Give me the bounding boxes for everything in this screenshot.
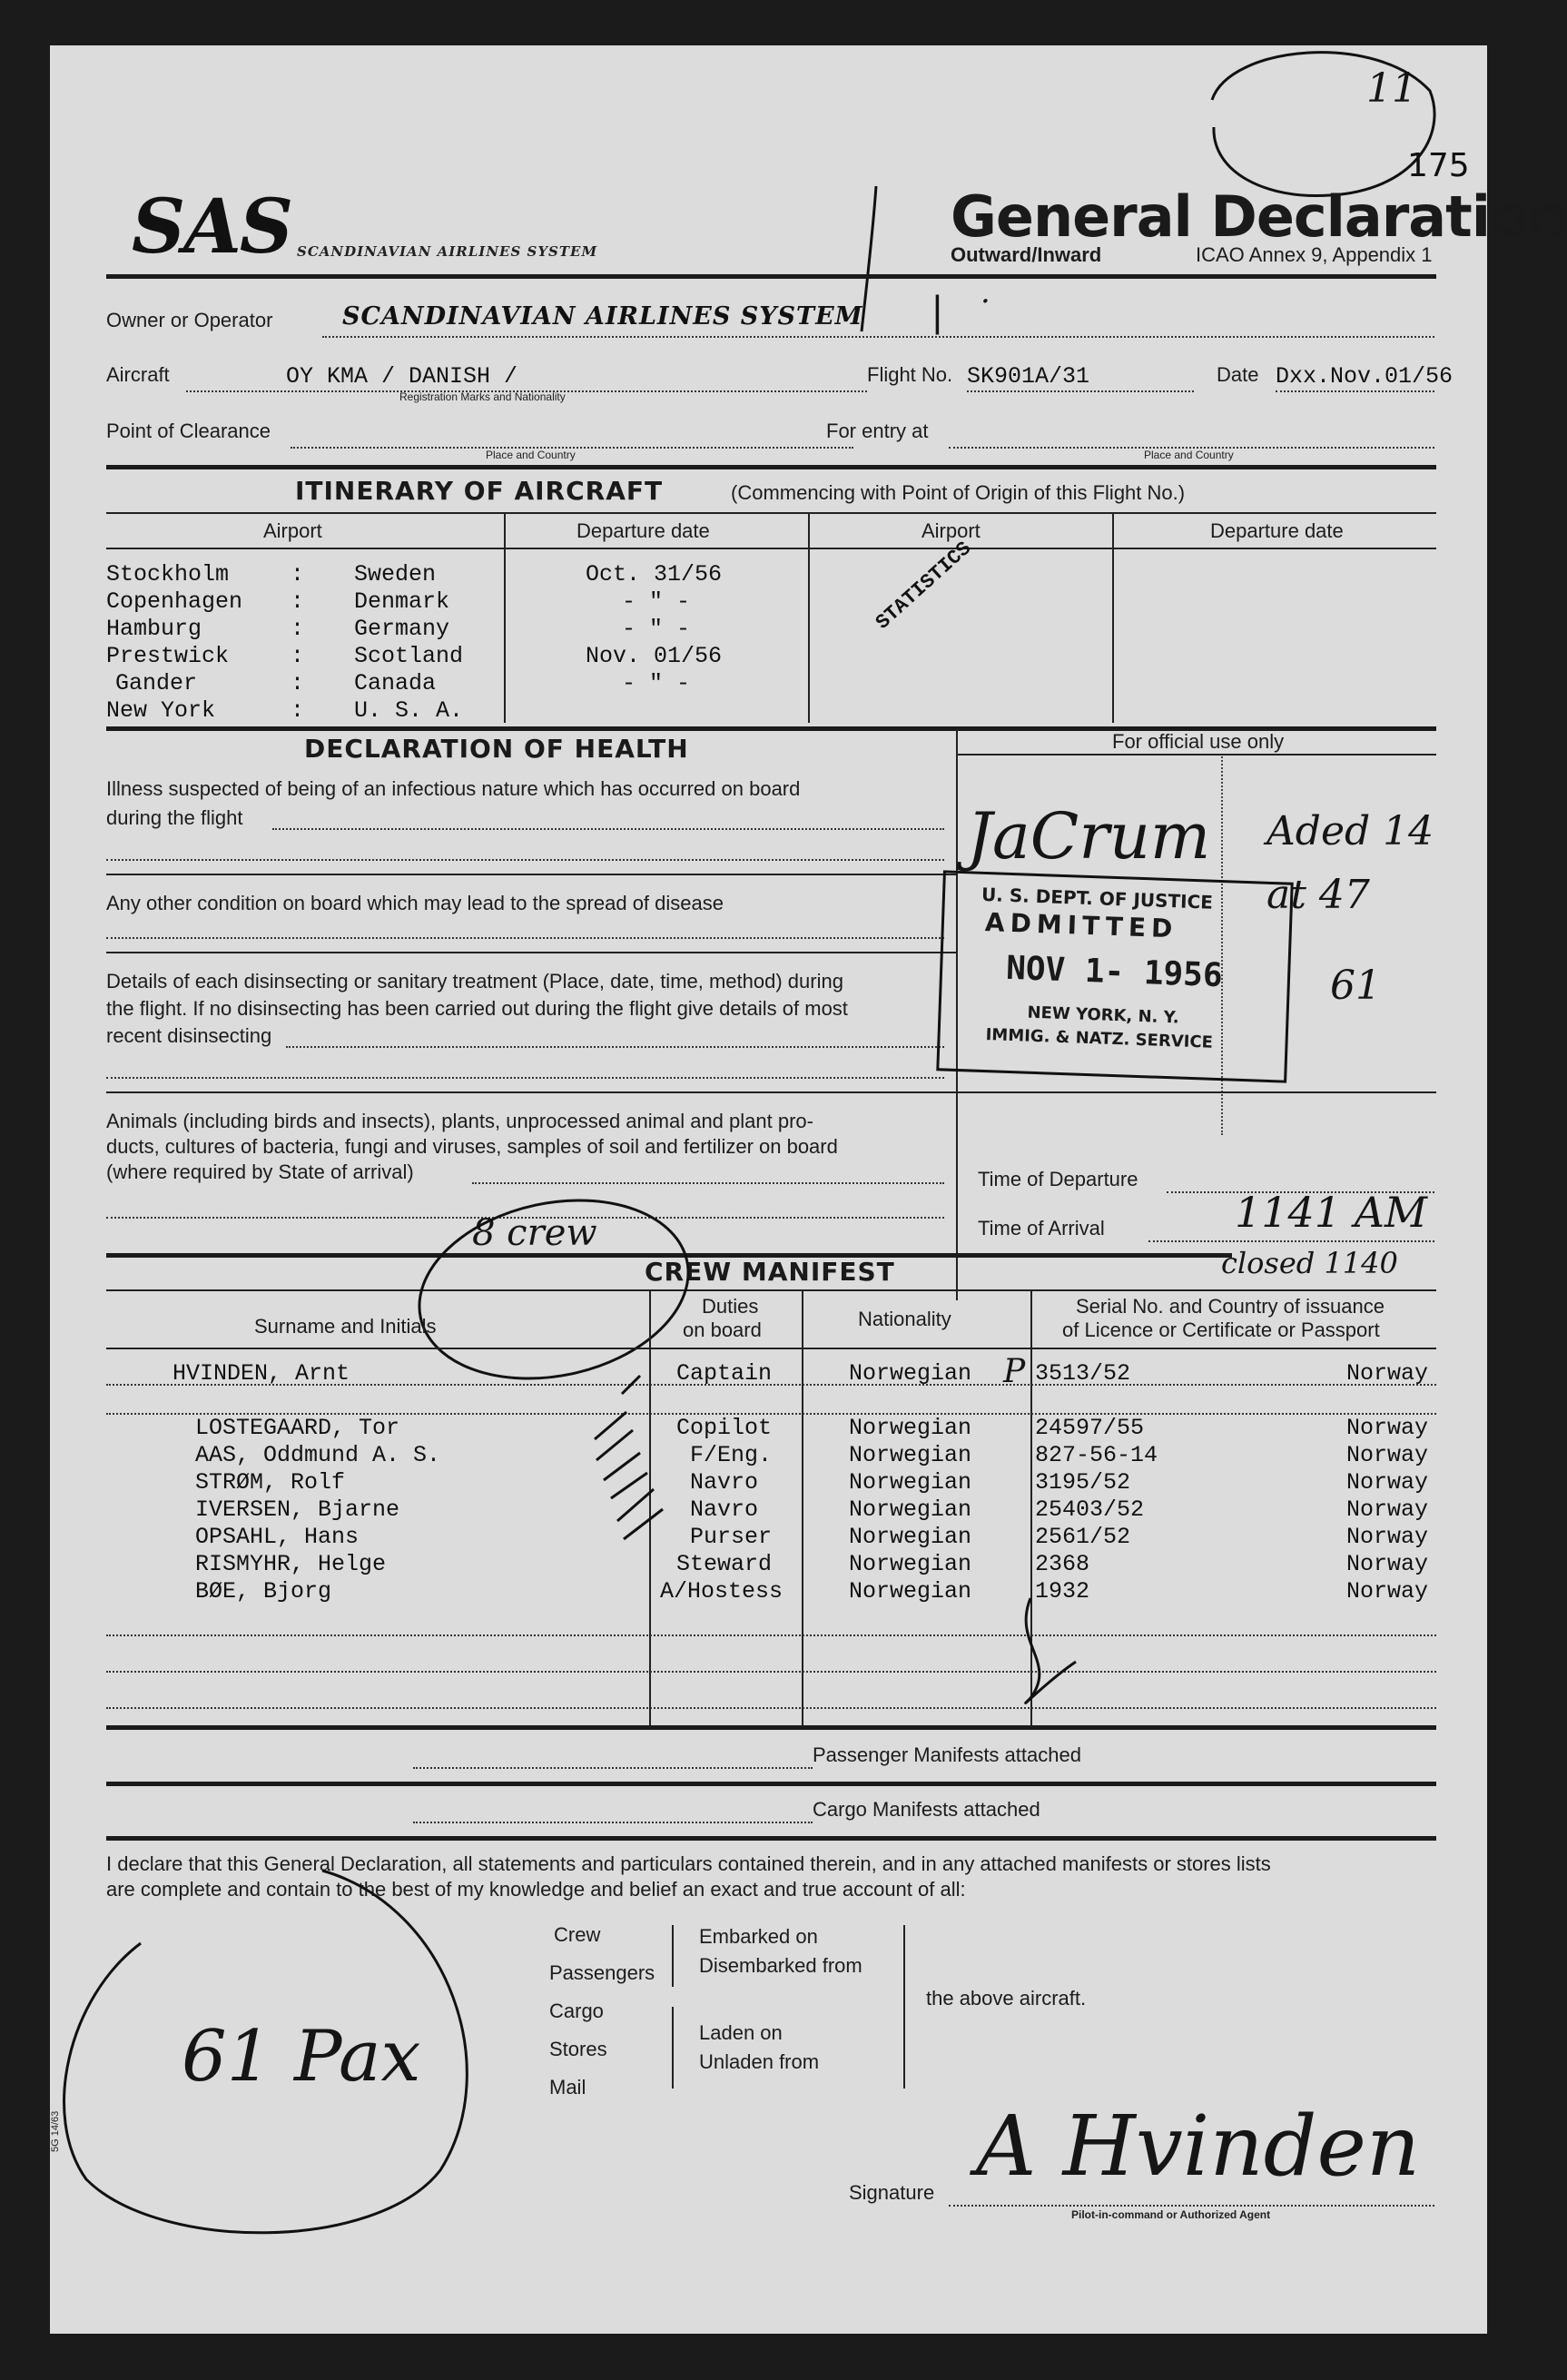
crew-col-divider-2	[802, 1291, 803, 1727]
crew-country: Norway	[1346, 1496, 1429, 1523]
health-q1-line2: during the flight	[106, 806, 243, 829]
stamp-date: NOV 1- 1956	[1005, 949, 1224, 995]
health-q4-line2: ducts, cultures of bacteria, fungi and viruses, samples of soil and fertilizer on board	[106, 1135, 838, 1158]
health-q4-line1: Animals (including birds and insects), plants, unprocessed animal and plant pro-	[106, 1110, 813, 1132]
itin-city: Prestwick	[106, 643, 230, 669]
crew-row-line	[106, 1634, 1436, 1636]
crew-col-nationality: Nationality	[858, 1308, 951, 1330]
itin-city: Stockholm	[106, 561, 230, 588]
brace-left-top	[672, 1925, 674, 1987]
annex-label: ICAO Annex 9, Appendix 1	[1196, 243, 1433, 266]
crew-nationality: Norwegian	[849, 1415, 972, 1441]
itin-sep: :	[291, 697, 305, 724]
crew-head-rule	[106, 1289, 1436, 1291]
crew-name: BØE, Bjorg	[195, 1578, 332, 1605]
crew-row-line	[106, 1707, 1436, 1709]
q2-rule	[106, 952, 956, 953]
crew-duty: F/Eng.	[690, 1442, 773, 1468]
circled-pax-note: 61 Pax	[182, 2016, 421, 2098]
direction-label: Outward/Inward	[951, 243, 1102, 266]
itinerary-heading-note: (Commencing with Point of Origin of this Flight No.)	[731, 481, 1186, 504]
itin-sep: :	[291, 561, 305, 588]
itin-country: Sweden	[354, 561, 437, 588]
itin-country: Canada	[354, 670, 437, 696]
crew-duty: A/Hostess	[660, 1578, 784, 1605]
owner-label: Owner or Operator	[106, 309, 273, 331]
stamp-line3: NEW YORK, N. Y.	[1027, 1002, 1179, 1028]
crew-country: Norway	[1346, 1524, 1429, 1550]
itinerary-top-rule	[106, 465, 1436, 469]
statistics-stamp: STATISTICS	[872, 537, 976, 635]
crew-nationality: Norwegian	[849, 1551, 972, 1577]
crew-serial: 827-56-14	[1035, 1442, 1158, 1468]
official-heading-rule	[958, 754, 1436, 755]
side-code: 5G 14/63	[50, 2110, 61, 2152]
crew-name: IVERSEN, Bjarne	[195, 1496, 400, 1523]
crew-col-serial-1: Serial No. and Country of issuance	[1076, 1295, 1385, 1318]
aircraft-value: OY KMA / DANISH /	[286, 363, 518, 390]
crew-heading: CREW MANIFEST	[645, 1257, 895, 1287]
hand-note-3: 61	[1330, 963, 1381, 1009]
hand-note-2: at 47	[1266, 872, 1370, 918]
decl-item-passengers: Passengers	[549, 1961, 655, 1984]
hand-dot: ·	[981, 283, 990, 320]
flight-no-value: SK901A/31	[967, 363, 1090, 390]
manifest-rule-3	[106, 1836, 1436, 1841]
itin-sep: :	[291, 643, 305, 669]
q4-line-a	[472, 1182, 944, 1184]
hand-mark-p: P	[1003, 1353, 1026, 1390]
decl-disembarked: Disembarked from	[699, 1954, 862, 1977]
crew-row-line	[106, 1671, 1436, 1673]
crew-serial: 1932	[1035, 1578, 1090, 1605]
itinerary-heading: ITINERARY OF AIRCRAFT	[295, 476, 664, 506]
itin-col-divider-1	[504, 514, 506, 723]
itin-col-divider-3	[1112, 514, 1114, 723]
q2-line	[106, 937, 944, 939]
itin-country: U. S. A.	[354, 697, 464, 724]
clearance-caption: Place and Country	[486, 449, 576, 461]
crew-nationality: Norwegian	[849, 1524, 972, 1550]
time-arrival-line	[1148, 1240, 1434, 1242]
crew-name: OPSAHL, Hans	[195, 1524, 360, 1550]
itin-date: - " -	[622, 588, 691, 615]
admitted-stamp	[936, 870, 1293, 1082]
signature-caption: Pilot-in-command or Authorized Agent	[1071, 2208, 1271, 2221]
check-marks	[577, 1353, 740, 1644]
crew-nationality: Norwegian	[849, 1469, 972, 1496]
health-q2: Any other condition on board which may lead to the spread of disease	[106, 892, 724, 914]
crew-nationality: Norwegian	[849, 1442, 972, 1468]
itin-col-airport-2: Airport	[921, 519, 981, 542]
crew-col-surname: Surname and Initials	[254, 1315, 437, 1338]
health-q1-line1: Illness suspected of being of an infectious nature which has occurred on board	[106, 777, 801, 800]
health-heading: DECLARATION OF HEALTH	[304, 734, 689, 764]
health-q3-line2: the flight. If no disinsecting has been carried out during the flight give details of most	[106, 997, 848, 1020]
itin-sep: :	[291, 588, 305, 615]
stamp-line1: U. S. DEPT. OF JUSTICE	[981, 883, 1214, 913]
time-arrival-label: Time of Arrival	[978, 1217, 1105, 1239]
itin-date: - " -	[622, 670, 691, 696]
manifest-rule-2	[106, 1782, 1436, 1786]
official-initials: JaCrum	[967, 799, 1211, 874]
crew-duty: Navro	[690, 1469, 759, 1496]
itin-country: Germany	[354, 616, 450, 642]
official-heading: For official use only	[1112, 730, 1285, 753]
circled-number: 11	[1366, 65, 1417, 112]
decl-item-cargo: Cargo	[549, 2000, 604, 2022]
itin-col-divider-2	[808, 514, 810, 723]
itin-date: - " -	[622, 616, 691, 642]
itin-city: Gander	[115, 670, 198, 696]
flight-no-label: Flight No.	[867, 363, 953, 386]
crew-serial: 25403/52	[1035, 1496, 1145, 1523]
entry-label: For entry at	[826, 420, 929, 442]
itin-city: Hamburg	[106, 616, 202, 642]
signature-line	[949, 2205, 1434, 2207]
decl-item-mail: Mail	[549, 2076, 586, 2099]
q1-rule	[106, 874, 956, 875]
owner-line	[322, 336, 1434, 338]
date-label: Date	[1217, 363, 1259, 386]
crew-name: RISMYHR, Helge	[195, 1551, 387, 1577]
crew-nationality: Norwegian	[849, 1578, 972, 1605]
itin-date: Nov. 01/56	[586, 643, 723, 669]
aircraft-label: Aircraft	[106, 363, 170, 386]
date-line	[1276, 390, 1434, 392]
crew-name: LOSTEGAARD, Tor	[195, 1415, 400, 1441]
itin-country: Scotland	[354, 643, 464, 669]
crew-col-serial-2: of Licence or Certificate or Passport	[1062, 1318, 1380, 1341]
signature: A Hvinden	[976, 2098, 1421, 2195]
decl-unladen: Unladen from	[699, 2050, 820, 2073]
hand-initial-squiggle	[994, 1589, 1094, 1725]
itinerary-rule	[106, 512, 1436, 514]
flight-no-line	[967, 390, 1194, 392]
declaration-form	[50, 45, 1567, 2334]
itin-col-departure: Departure date	[577, 519, 710, 542]
stamp-line2: ADMITTED	[984, 906, 1178, 944]
crew-duty: Purser	[690, 1524, 773, 1550]
itin-sep: :	[291, 670, 305, 696]
crew-name: STRØM, Rolf	[195, 1469, 346, 1496]
crew-serial: 24597/55	[1035, 1415, 1145, 1441]
crew-col-duties-2: on board	[683, 1318, 762, 1341]
q3-line-b	[106, 1077, 944, 1079]
crew-country: Norway	[1346, 1551, 1429, 1577]
crew-country: Norway	[1346, 1442, 1429, 1468]
crew-country: Norway	[1346, 1415, 1429, 1441]
crew-serial: 3195/52	[1035, 1469, 1131, 1496]
hand-mark: |	[931, 289, 944, 335]
form-title: General Declaration	[951, 183, 1567, 250]
crew-duty: Copilot	[676, 1415, 773, 1441]
itin-col-departure-2: Departure date	[1210, 519, 1344, 542]
crew-duty: Steward	[676, 1551, 773, 1577]
crew-serial: 2561/52	[1035, 1524, 1131, 1550]
health-q3-line1: Details of each disinsecting or sanitary treatment (Place, date, time, method) during	[106, 970, 843, 992]
crew-col-duties-1: Duties	[702, 1295, 759, 1318]
sas-logo: SAS	[132, 183, 292, 271]
crew-duty: Navro	[690, 1496, 759, 1523]
decl-embarked: Embarked on	[699, 1925, 818, 1948]
crew-serial: 3513/52	[1035, 1360, 1131, 1387]
crew-row-line	[106, 1384, 1436, 1386]
stamp-line4: IMMIG. & NATZ. SERVICE	[985, 1025, 1214, 1052]
q3-line-a	[286, 1046, 944, 1048]
crew-nationality: Norwegian	[849, 1360, 972, 1387]
closed-note: closed 1140	[1221, 1246, 1398, 1280]
page-number: 175	[1407, 147, 1470, 184]
time-departure-label: Time of Departure	[978, 1168, 1138, 1190]
crew-name: HVINDEN, Arnt	[172, 1360, 350, 1387]
q1-line-a	[272, 828, 944, 830]
crew-nationality: Norwegian	[849, 1496, 972, 1523]
cargo-manifest-line	[413, 1822, 813, 1823]
itin-country: Denmark	[354, 588, 450, 615]
signature-label: Signature	[849, 2181, 935, 2204]
circled-crew-note: 8 crew	[472, 1212, 597, 1254]
itin-col-airport: Airport	[263, 519, 322, 542]
decl-laden: Laden on	[699, 2021, 783, 2044]
health-q4-line3: (where required by State of arrival)	[106, 1160, 414, 1183]
crew-country: Norway	[1346, 1469, 1429, 1496]
brace-left-bottom	[672, 2007, 674, 2089]
sas-logo-subtitle: SCANDINAVIAN AIRLINES SYSTEM	[297, 243, 598, 260]
crew-header-rule	[106, 1348, 1436, 1349]
itin-header-rule	[106, 548, 1436, 549]
declaration-line1: I declare that this General Declaration, all statements and particulars contained therein, and in any attached manifests or stores lists	[106, 1852, 1271, 1875]
itin-city: Copenhagen	[106, 588, 243, 615]
crew-country: Norway	[1346, 1360, 1429, 1387]
manifest-rule-1	[106, 1725, 1436, 1730]
aircraft-caption: Registration Marks and Nationality	[399, 390, 566, 403]
crew-name: AAS, Oddmund A. S.	[195, 1442, 441, 1468]
header-rule	[106, 274, 1436, 279]
hand-note-1: Aded 14	[1266, 808, 1434, 854]
q1-line-b	[106, 859, 944, 861]
brace-right	[903, 1925, 905, 2089]
passenger-manifest-line	[413, 1767, 813, 1769]
declaration-line2: are complete and contain to the best of my knowledge and belief an exact and true account of all:	[106, 1878, 966, 1901]
health-q3-line3: recent disinsecting	[106, 1024, 272, 1047]
itin-date: Oct. 31/56	[586, 561, 723, 588]
crew-duty: Captain	[676, 1360, 773, 1387]
clearance-label: Point of Clearance	[106, 420, 271, 442]
crew-country: Norway	[1346, 1578, 1429, 1605]
time-arrival-value: 1141 AM	[1235, 1188, 1428, 1237]
decl-above-aircraft: the above aircraft.	[926, 1987, 1087, 2010]
owner-value: SCANDINAVIAN AIRLINES SYSTEM	[342, 302, 863, 331]
passenger-manifest-label: Passenger Manifests attached	[813, 1743, 1081, 1766]
date-value: Dxx.Nov.01/56	[1276, 363, 1454, 390]
decl-item-crew: Crew	[554, 1923, 601, 1946]
itin-sep: :	[291, 616, 305, 642]
decl-item-stores: Stores	[549, 2038, 607, 2060]
cargo-manifest-label: Cargo Manifests attached	[813, 1798, 1040, 1821]
entry-caption: Place and Country	[1144, 449, 1234, 461]
pax-circle-ring	[50, 1852, 522, 2261]
itin-city: New York	[106, 697, 216, 724]
q3-rule	[106, 1091, 1436, 1093]
crew-serial: 2368	[1035, 1551, 1090, 1577]
